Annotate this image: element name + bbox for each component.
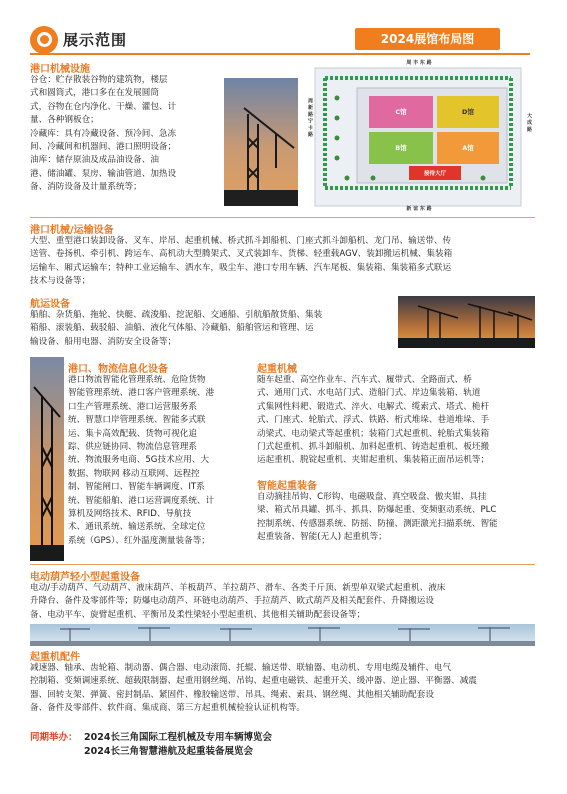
text-line: 统、智能船舶、港口运营调度系统、计 bbox=[68, 495, 215, 506]
text-line: 间、冷藏间和机器间、港口照明设备； bbox=[30, 142, 177, 153]
photo-crane-silhouette bbox=[30, 357, 64, 561]
text-line: 油库：储存原油及成品油设备、油 bbox=[30, 155, 159, 166]
hall-d-label: D馆 bbox=[462, 108, 474, 116]
text-line: 统、智慧口岸管理系统、智能多式联 bbox=[68, 415, 206, 426]
text-line: 升降台、备件及零部件等；防爆电动葫芦、环链电动葫芦、手拉葫芦、欧式葫芦及相关配套件、升降搬运设 bbox=[30, 596, 434, 607]
map-road-east: 大 成 路 bbox=[526, 113, 532, 132]
section-title-transport: 港口机械/运输设备 bbox=[30, 225, 114, 236]
text-line: 减速器、轴承、齿轮箱、制动器、偶合器、电动滚筒、托辊、输送带、联轴器、电动机、专用电缆及辅件、电气 bbox=[30, 663, 452, 673]
concurrent-event-1: 2024长三角国际工程机械及专用车辆博览会 bbox=[84, 732, 272, 743]
hall-b-label: B馆 bbox=[395, 144, 407, 152]
text-line: 备、备件及零部件、软件商、集成商、第三方起重机械检验认证机构等。 bbox=[30, 703, 306, 714]
text-line: 智能管理系统、港口客户管理系统、港 bbox=[68, 388, 215, 399]
text-line: 控制箱、变频调速系统、超载限制器、起重用钢丝绳、吊钩、起重电磁铁、起重开关、缓冲器、逆止器、平衡器、减震 bbox=[30, 676, 477, 687]
text-line: 踪、供应链协同、物流信息管理系 bbox=[68, 442, 197, 453]
text-line: 箱船、滚装船、载驳船、油船、液化气体船、冷藏船、船舶管运和管理、运 bbox=[30, 323, 314, 334]
text-line: 港、储油罐、泵房、输油管道、加热设 bbox=[30, 168, 177, 179]
text-line: 门式起重机、抓斗卸船机、加料起重机、铸造起重机、板坯搬 bbox=[257, 442, 490, 453]
text-line: 起重装备、智能(无人) 起重机等； bbox=[257, 532, 387, 543]
hall-a-label: A馆 bbox=[462, 144, 474, 152]
concurrent-events-label: 同期举办： bbox=[30, 732, 78, 743]
text-line: 式，谷物在仓内净化、干燥、灌包、计 bbox=[30, 101, 177, 112]
page-header bbox=[0, 0, 567, 52]
section-title-crane-parts: 起重机配件 bbox=[30, 652, 80, 663]
photo-port-crane bbox=[224, 78, 298, 206]
section-bullet-ring-icon bbox=[37, 32, 52, 47]
text-line: 大型、重型港口装卸设备、叉车、岸吊、起重机械、桥式抓斗卸船机、门座式抓斗卸船机、龙门吊、输送带、传 bbox=[30, 236, 452, 246]
text-line: 系统（GPS）、红外温度测量装备等； bbox=[68, 535, 210, 546]
text-line: 港口物流智能化管理系统、危险货物 bbox=[68, 375, 206, 385]
photo-port-panorama bbox=[30, 624, 535, 646]
section-title-smart-lifting: 智能起重装备 bbox=[257, 481, 317, 492]
floor-plan bbox=[303, 58, 535, 214]
text-line: 口生产管理系统、港口运营服务系 bbox=[68, 401, 197, 412]
map-road-north: 周 丰 东 路 bbox=[406, 60, 432, 66]
section-title-hoist: 电动葫芦轻小型起重设备 bbox=[30, 572, 140, 583]
text-line: 备、电动平车、旋臂起重机、平衡吊及柔性梁轻小型起重机、其他相关辅助配套设备等； bbox=[30, 609, 366, 620]
map-road-west: 周 新 路 宁 卡 路 bbox=[307, 98, 313, 137]
section-body-marine bbox=[30, 309, 395, 349]
lobby-label: 接待大厅 bbox=[423, 171, 446, 177]
text-line: 技术与设备等； bbox=[30, 276, 91, 287]
section-body-smart-lifting bbox=[257, 491, 537, 545]
photo-crane-silhouette-art bbox=[30, 357, 64, 561]
section-body-logistics bbox=[68, 374, 250, 548]
photo-port-panorama-art bbox=[30, 624, 535, 646]
text-line: 冷藏库：具有冷藏设备、预冷间、急冻 bbox=[30, 128, 177, 139]
text-line: 动梁式、电动梁式等起重机；装箱门式起重机、轮胎式集装箱 bbox=[257, 428, 490, 439]
map-road-south: 新 谊 东 路 bbox=[406, 206, 432, 212]
photo-harbor-cranes bbox=[398, 296, 535, 348]
text-line: 随车起重、高空作业车、汽车式、履带式、全路面式、桥 bbox=[257, 375, 472, 385]
section-body-port-machinery bbox=[30, 74, 218, 195]
text-line: 运起重机、脱锭起重机、夹钳起重机、集装箱正面吊运机等； bbox=[257, 455, 490, 466]
text-line: 统、物流服务电商、5G技术应用、大 bbox=[68, 455, 210, 466]
text-line: 术、通讯系统、输送系统、全球定位 bbox=[68, 522, 206, 533]
text-line: 运输车、厢式运输车；特种工业运输车、洒水车，吸尘车、港口专用车辆、汽车尾板、集装箱、集装箱多式联运 bbox=[30, 262, 452, 273]
section-title-lifting: 起重机械 bbox=[257, 364, 297, 375]
text-line: 量、各种钢板仓； bbox=[30, 115, 99, 126]
text-line: 器、回转支架、弹簧、密封制品、紧固件、橡胶输送带、吊具、绳索、索具、钢丝绳、其他相关辅助配套设 bbox=[30, 689, 434, 700]
hall-c-label: C馆 bbox=[395, 108, 407, 116]
text-line: 数据、物联网 移动互联网、远程控 bbox=[68, 468, 200, 479]
section-title-marine: 航运设备 bbox=[30, 299, 70, 310]
section-divider bbox=[30, 564, 535, 565]
text-line: 船舶、杂货船、拖轮、快艇、疏浚船、挖泥船、交通船、引航船散货船、集装 bbox=[30, 310, 323, 320]
text-line: 电动/手动葫芦、气动葫芦、液床葫芦、羊板葫芦、羊拉葫芦、滑车、各类千斤顶、新型单双梁式起重机、液床 bbox=[30, 583, 446, 593]
section-body-hoist bbox=[30, 582, 535, 622]
section-body-lifting bbox=[257, 374, 537, 468]
text-line: 式和圆筒式，港口多在在发展圆筒 bbox=[30, 88, 159, 99]
section-body-crane-parts bbox=[30, 662, 535, 716]
text-line: 送管、卷扬机、牵引机、跨运车、高机动大型腾架式、叉式装卸车、货梯、轻重载AGV、装卸搬运机械、集装箱 bbox=[30, 249, 453, 260]
text-line: 梁、箱式吊具罐、抓斗、抓具、防爆起重、变频驱动系统、PLC bbox=[257, 505, 497, 516]
layout-badge: 2024展馆布局图 bbox=[355, 28, 500, 50]
text-line: 制、智能闸口、智能车辆调度、IT系 bbox=[68, 482, 205, 493]
section-body-transport bbox=[30, 235, 535, 289]
text-line: 运、集卡高效配载、货物可视化追 bbox=[68, 428, 197, 439]
text-line: 谷仓：贮存散装谷物的建筑物，楼层 bbox=[30, 75, 168, 85]
text-line: 备、消防设备及计量系统等； bbox=[30, 182, 142, 193]
photo-harbor-cranes-art bbox=[398, 296, 535, 348]
section-title-port-machinery: 港口机械设施 bbox=[30, 64, 90, 75]
text-line: 控制系统、传感器系统、防摇、防撞、测距激光扫描系统、智能 bbox=[257, 518, 498, 529]
floor-plan-map bbox=[303, 58, 535, 214]
text-line: 式集网性料耙、锻造式、淬火、电解式、缆索式、塔式、桅杆 bbox=[257, 401, 490, 412]
section-divider bbox=[30, 217, 535, 218]
text-line: 自动摘挂吊钩、C形钩、电磁吸盘、真空吸盘、傲夹钳、具挂 bbox=[257, 492, 487, 502]
page-title: 展示范围 bbox=[63, 31, 128, 49]
text-line: 算机及网络技术、RFID、导航技 bbox=[68, 509, 192, 520]
photo-port-crane-art bbox=[224, 78, 298, 206]
text-line: 式、门座式、轮胎式、浮式、铁路、桁式堆垛、巷道堆垛、手 bbox=[257, 415, 490, 426]
header-rule bbox=[30, 53, 530, 55]
text-line: 式、通用门式、水电站门式、造船门式、岸边集装箱、轨道 bbox=[257, 388, 481, 399]
concurrent-event-2: 2024长三角智慧港航及起重装备展览会 bbox=[84, 746, 253, 757]
text-line: 输设备、船用电器、消防安全设备等； bbox=[30, 336, 177, 347]
section-title-logistics: 港口、物流信息化设备 bbox=[68, 364, 168, 375]
